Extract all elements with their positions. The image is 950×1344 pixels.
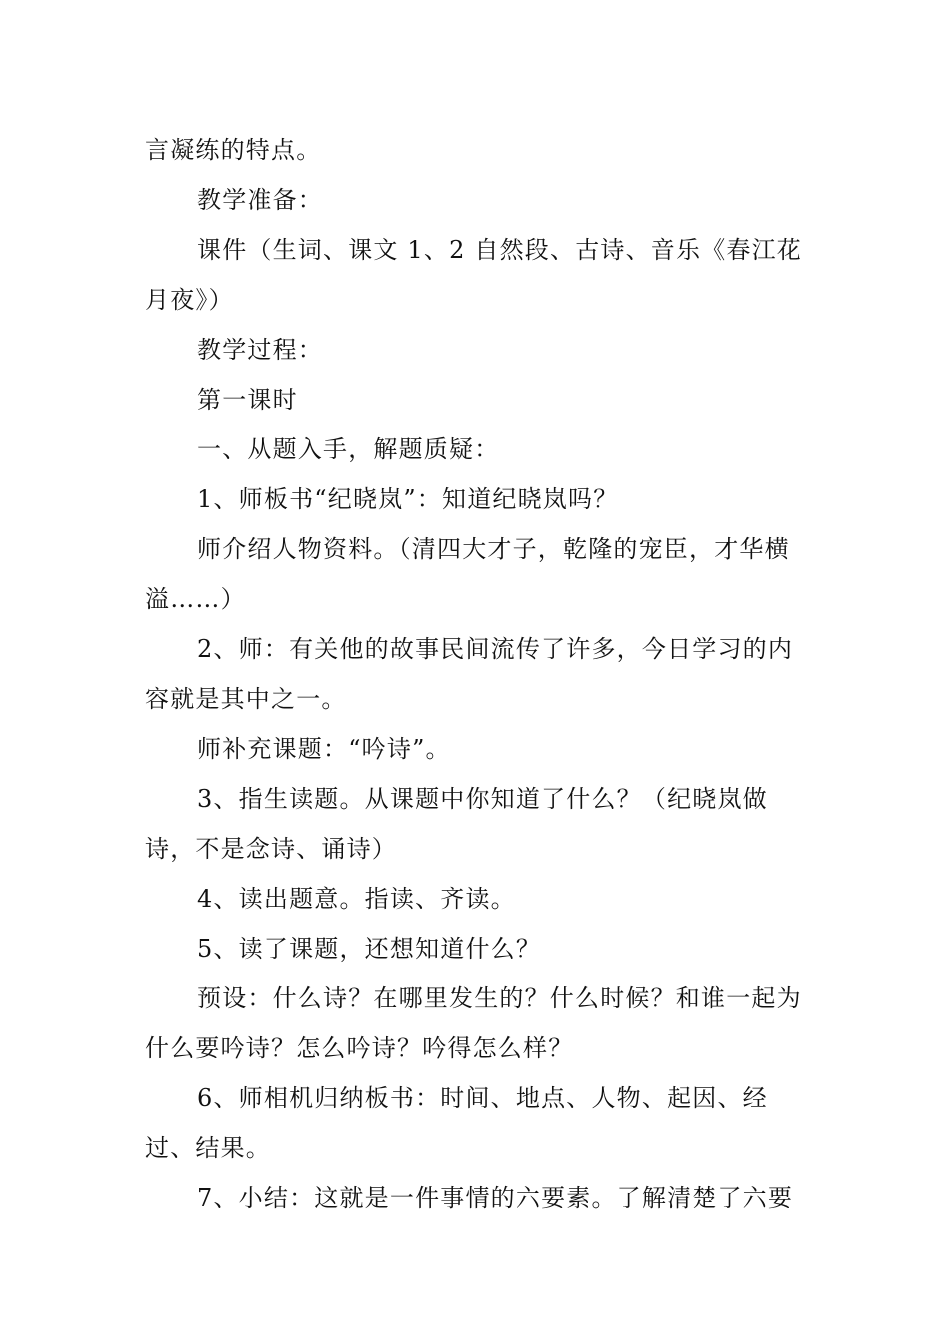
paragraph-6: 一、从题入手，解题质疑： (197, 435, 500, 464)
paragraph-7: 1、师板书“纪晓岚”：知道纪晓岚吗？ (197, 485, 619, 514)
paragraph-3: 课件（生词、课文 1、2 自然段、古诗、音乐《春江花月夜》） (145, 235, 802, 314)
paragraph-14: 预设：什么诗？在哪里发生的？什么时候？和谁一起为什么要吟诗？怎么吟诗？吟得怎么样？ (145, 984, 802, 1063)
paragraph-13: 5、读了课题，还想知道什么？ (197, 934, 542, 963)
paragraph-9: 2、师：有关他的故事民间流传了许多，今日学习的内容就是其中之一。 (145, 635, 794, 713)
paragraph-15: 6、师相机归纳板书：时间、地点、人物、起因、经过、结果。 (145, 1084, 768, 1163)
paragraph-10: 师补充课题：“吟诗”。 (197, 734, 451, 763)
paragraph-1: 言凝练的特点。 (145, 136, 322, 164)
document-body (145, 126, 810, 1224)
paragraph-4: 教学过程： (197, 335, 323, 364)
paragraph-16: 7、小结：这就是一件事情的六要素。了解清楚了六要 (197, 1184, 794, 1213)
paragraph-11: 3、指生读题。从课题中你知道了什么？（纪晓岚做诗，不是念诗、诵诗） (145, 784, 768, 863)
paragraph-5: 第一课时 (197, 385, 298, 414)
paragraph-8: 师介绍人物资料。（清四大才子，乾隆的宠臣，才华横溢……） (145, 535, 790, 614)
paragraph-2: 教学准备： (197, 185, 323, 214)
paragraph-12: 4、读出题意。指读、齐读。 (197, 884, 516, 913)
